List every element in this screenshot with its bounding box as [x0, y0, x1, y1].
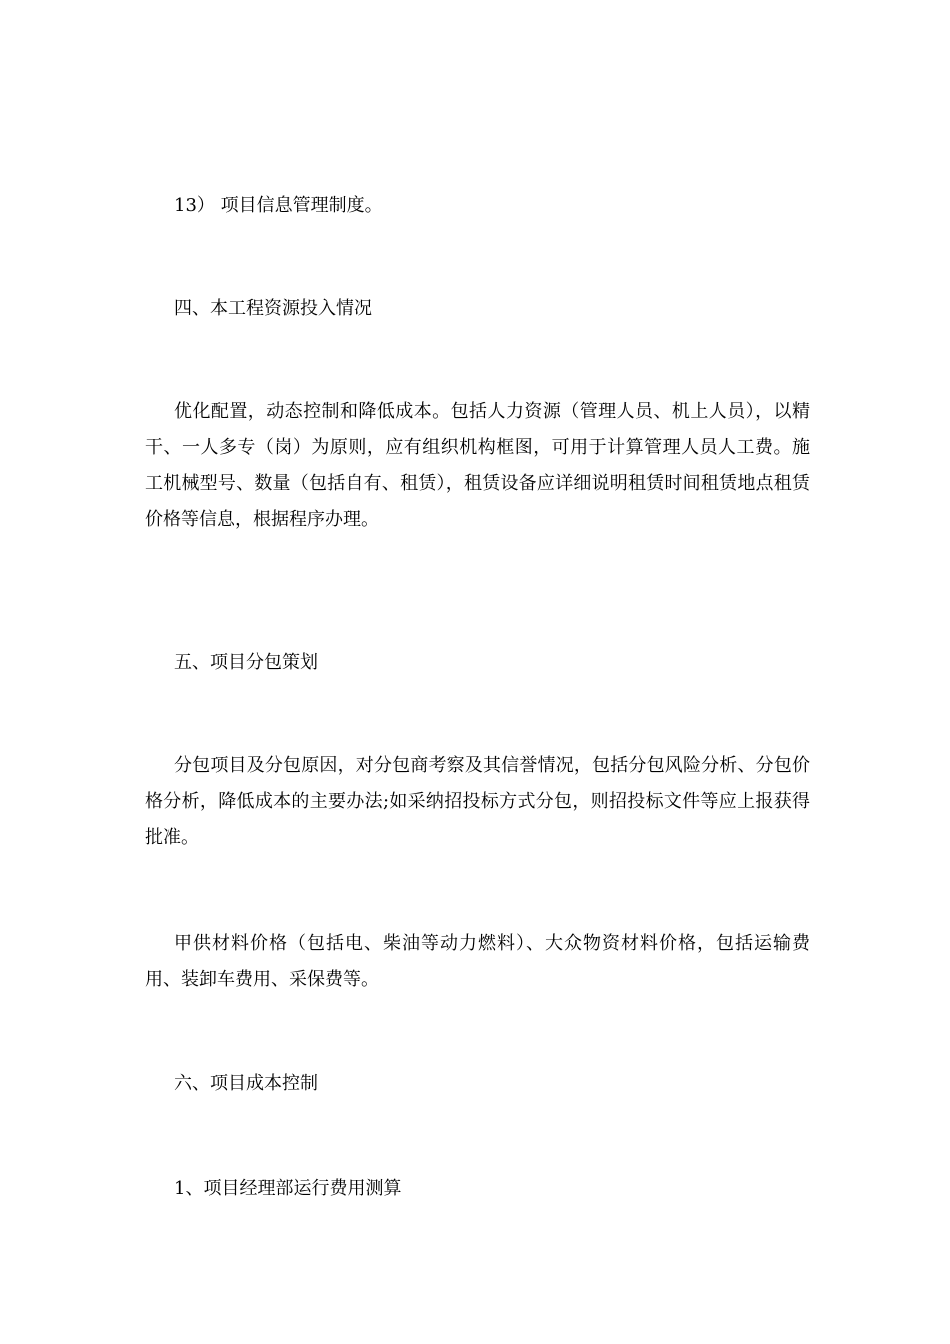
section-heading-resources: 四、本工程资源投入情况 [174, 298, 372, 319]
list-item-13: 13） 项目信息管理制度。 [174, 195, 383, 216]
list-item-1: 1、项目经理部运行费用测算 [174, 1178, 402, 1199]
paragraph-subcontract: 分包项目及分包原因，对分包商考察及其信誉情况，包括分包风险分析、分包价格分析，降低成本的主要办法;如采纳招投标方式分包，则招投标文件等应上报获得批准。 [145, 755, 810, 848]
paragraph-resources: 优化配置，动态控制和降低成本。包括人力资源（管理人员、机上人员），以精干、一人多专（岗）为原则，应有组织机构框图，可用于计算管理人员人工费。施工机械型号、数量（包括自有、租赁），租赁设备应详细说明租赁时间租赁地点租赁价格等信息，根据程序办理。 [145, 401, 810, 530]
paragraph-materials: 甲供材料价格（包括电、柴油等动力燃料）、大众物资材料价格，包括运输费用、装卸车费用、采保费等。 [145, 933, 810, 990]
section-heading-cost-control: 六、项目成本控制 [174, 1073, 318, 1094]
section-heading-subcontract: 五、项目分包策划 [174, 652, 318, 673]
